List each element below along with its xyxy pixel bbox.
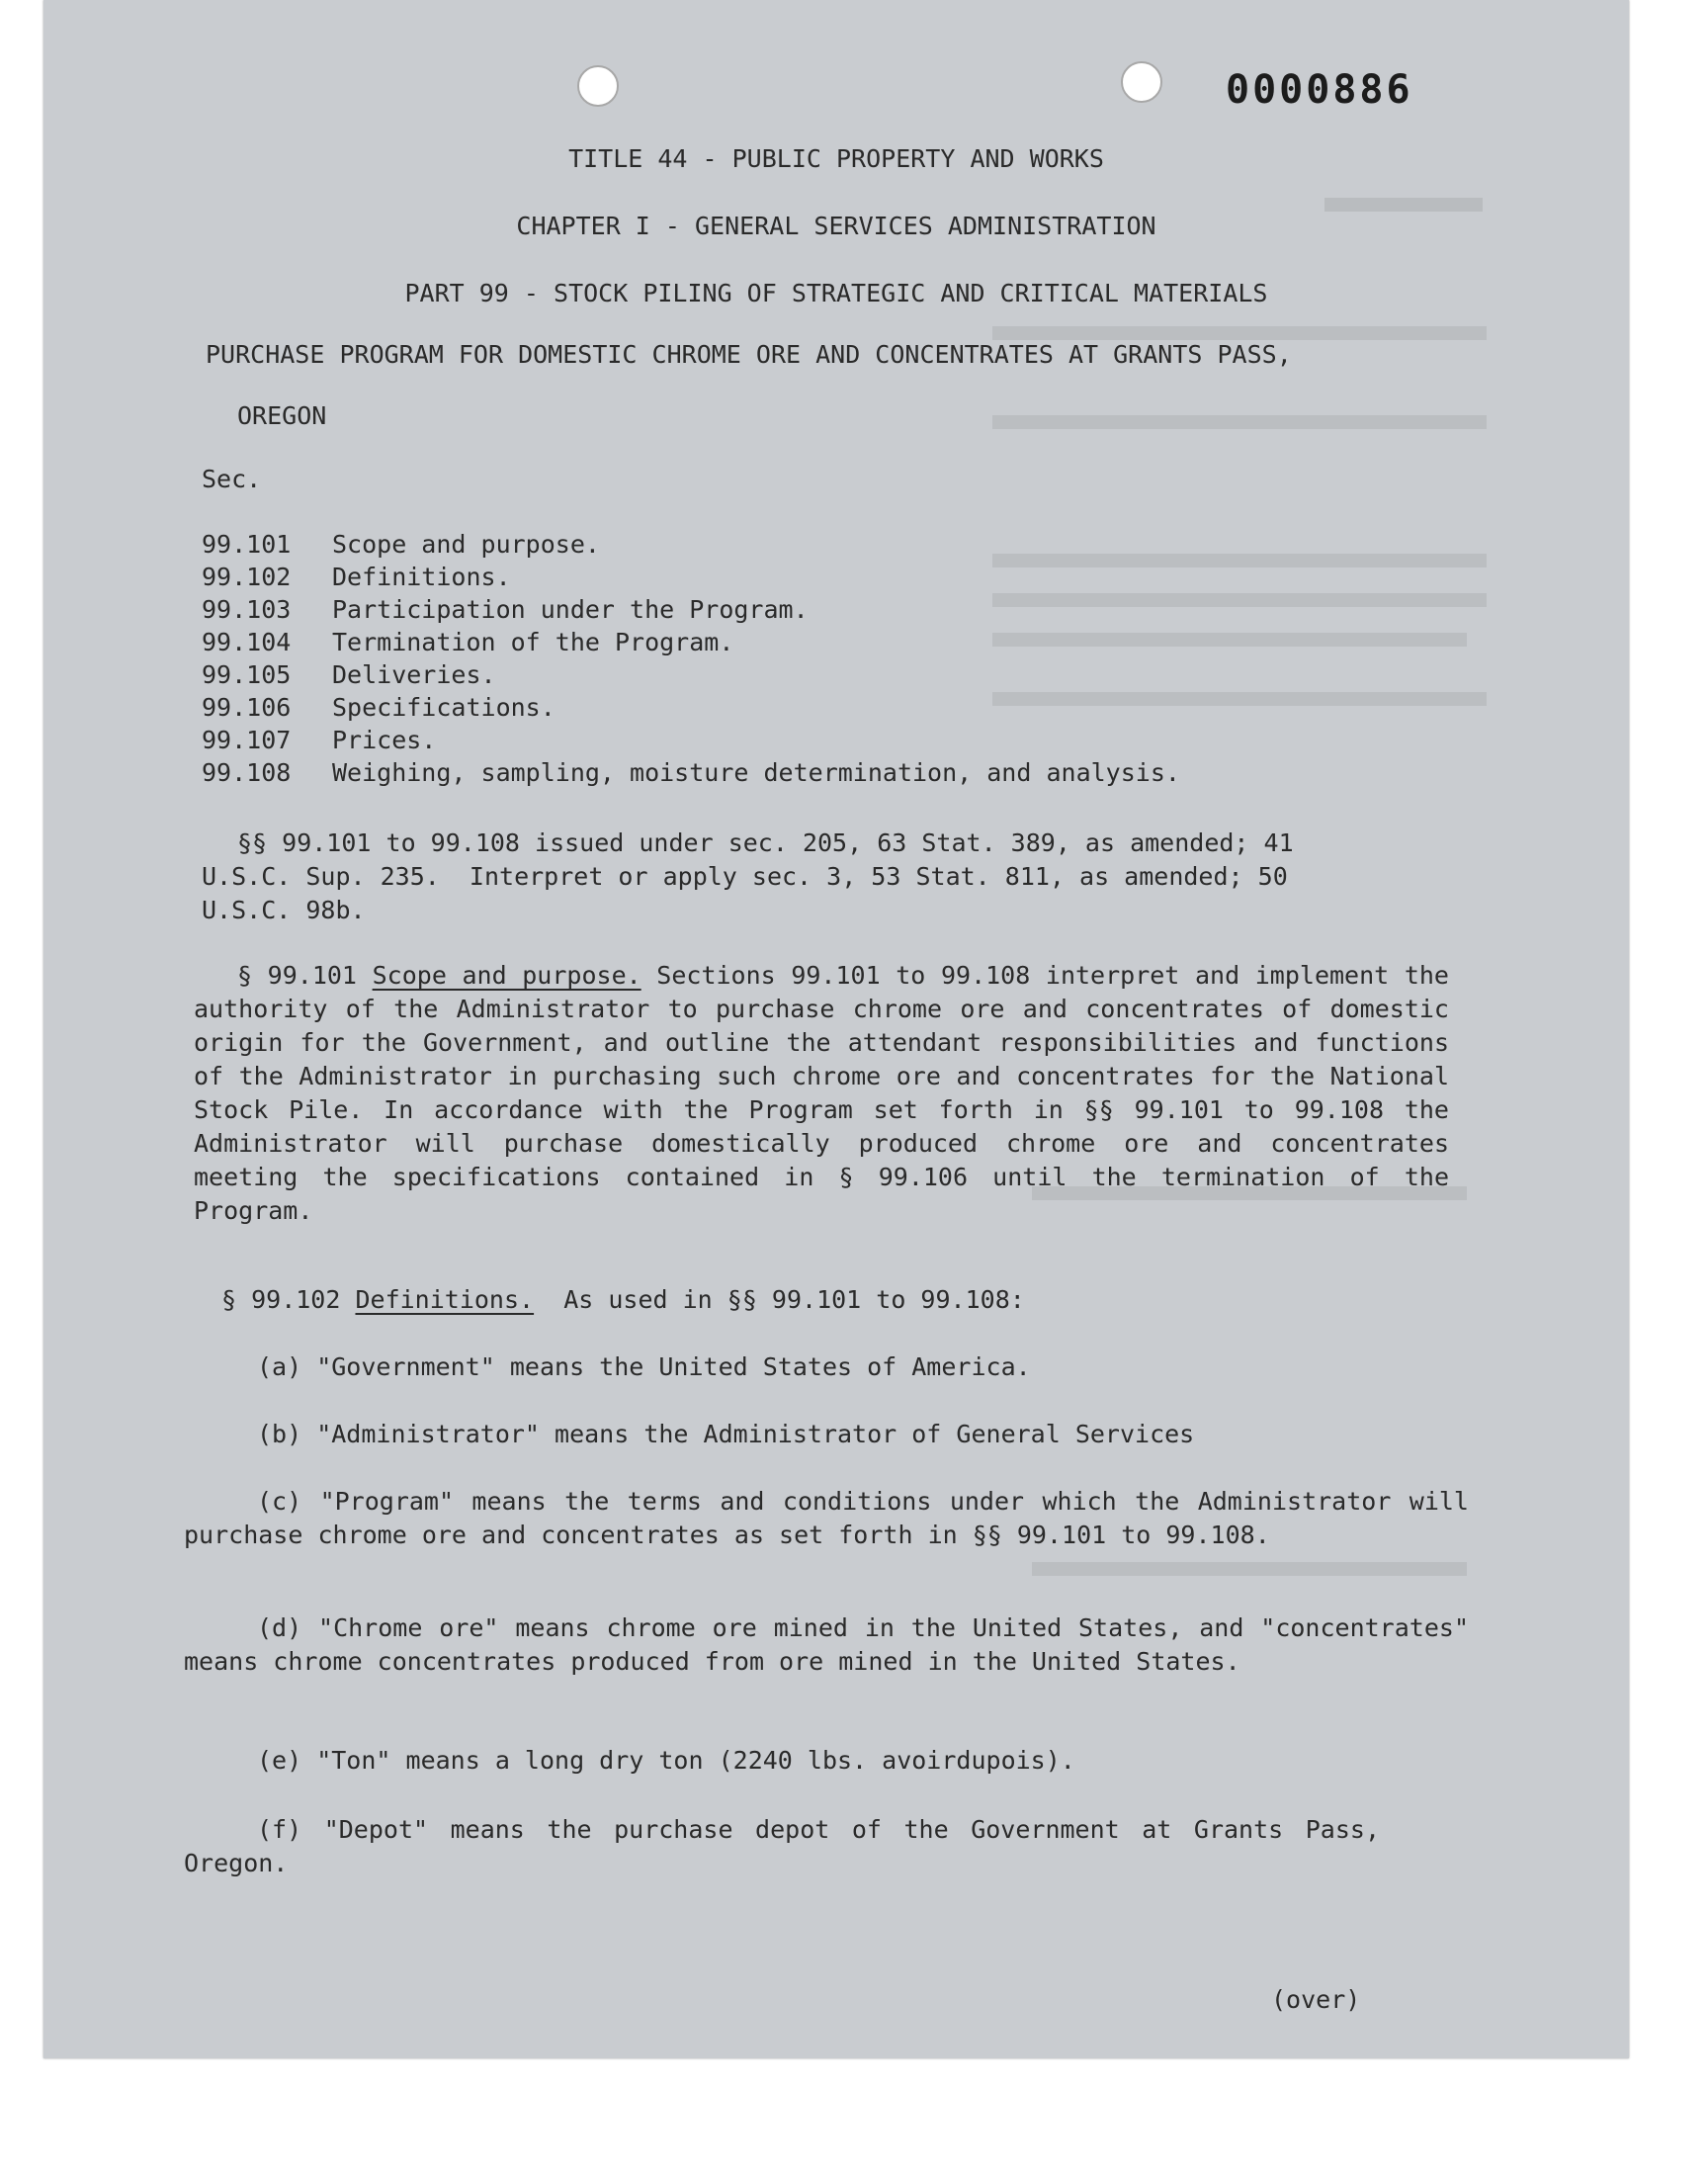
toc-item (202, 595, 809, 624)
section-heading: Scope and purpose. (372, 961, 641, 990)
definition-d: (d) "Chrome ore" means chrome ore mined in the United States, and "concentrates" means chrome concentrates produced from ore mined in the United States. (184, 1613, 1469, 1676)
toc-item (202, 563, 511, 591)
toc-title: Weighing, sampling, moisture determination, and analysis. (332, 758, 1180, 787)
toc-item (202, 758, 1180, 787)
title-heading: TITLE 44 - PUBLIC PROPERTY AND WORKS (568, 144, 1104, 173)
definitions-heading-line (221, 1285, 1025, 1314)
toc-number: 99.108 (202, 758, 292, 787)
section-number: § 99.102 (221, 1285, 356, 1314)
toc-number: 99.101 (202, 530, 292, 559)
program-heading-line1: PURCHASE PROGRAM FOR DOMESTIC CHROME ORE AND CONCENTRATES AT GRANTS PASS, (206, 340, 1292, 369)
toc-label: Sec. (202, 465, 262, 493)
toc-item (202, 530, 600, 559)
chapter-heading: CHAPTER I - GENERAL SERVICES ADMINISTRATION (516, 212, 1156, 240)
program-heading-line2: OREGON (237, 401, 327, 430)
scope-and-purpose-paragraph (194, 959, 1449, 1228)
definition-e: (e) "Ton" means a long dry ton (2240 lbs. avoirdupois). (257, 1746, 1075, 1775)
section-text: Sections 99.101 to 99.108 interpret and implement the authority of the Administrator to purchase chrome ore and concentrates of domestic origin for the Government, and outline the attendant responsibilities and functions of the Administrator in purchasing such chrome ore and concentrates for the National Stock Pile. In accordance with the Program set forth in §§ 99.101 to 99.108 the Administrator will purchase domestically produced chrome ore and concentrates meeting the specifications contained in § 99.106 until the termination of the Program. (194, 961, 1449, 1225)
toc-title: Participation under the Program. (332, 595, 809, 624)
toc-title: Deliveries. (332, 660, 496, 689)
document-page (43, 0, 1629, 2058)
toc-title: Scope and purpose. (332, 530, 600, 559)
definition-c: (c) "Program" means the terms and conditions under which the Administrator will purchase chrome ore and concentrates as set forth in §§ 99.101 to 99.108. (184, 1487, 1469, 1549)
punch-hole-right (1121, 61, 1162, 103)
authority-citation-line1: §§ 99.101 to 99.108 issued under sec. 205, 63 Stat. 389, as amended; 41 (237, 828, 1294, 857)
section-heading: Definitions. (355, 1285, 535, 1314)
authority-citation-line2: U.S.C. Sup. 235. Interpret or apply sec. 3, 53 Stat. 811, as amended; 50 (202, 862, 1288, 891)
punch-hole-left (577, 65, 619, 107)
part-heading: PART 99 - STOCK PILING OF STRATEGIC AND CRITICAL MATERIALS (404, 279, 1268, 307)
toc-title: Definitions. (332, 563, 511, 591)
toc-item (202, 628, 733, 656)
toc-number: 99.104 (202, 628, 292, 656)
authority-citation-line3: U.S.C. 98b. (202, 896, 366, 924)
toc-number: 99.107 (202, 726, 292, 754)
definition-a: (a) "Government" means the United States of America. (257, 1352, 1031, 1381)
definitions-intro: As used in §§ 99.101 to 99.108: (563, 1285, 1025, 1314)
toc-number: 99.105 (202, 660, 292, 689)
toc-number: 99.106 (202, 693, 292, 722)
definition-b: (b) "Administrator" means the Administrator of General Services (257, 1420, 1195, 1448)
toc-number: 99.103 (202, 595, 292, 624)
toc-item (202, 693, 555, 722)
document-number: 0000886 (1226, 67, 1413, 113)
toc-title: Prices. (332, 726, 437, 754)
definition-f: (f) "Depot" means the purchase depot of the Government at Grants Pass, Oregon. (184, 1815, 1380, 1877)
toc-item (202, 660, 496, 689)
section-number: § 99.101 (237, 961, 373, 990)
toc-item (202, 726, 436, 754)
page-continuation-note: (over) (1271, 1985, 1361, 2014)
toc-title: Specifications. (332, 693, 555, 722)
toc-number: 99.102 (202, 563, 292, 591)
toc-title: Termination of the Program. (332, 628, 734, 656)
